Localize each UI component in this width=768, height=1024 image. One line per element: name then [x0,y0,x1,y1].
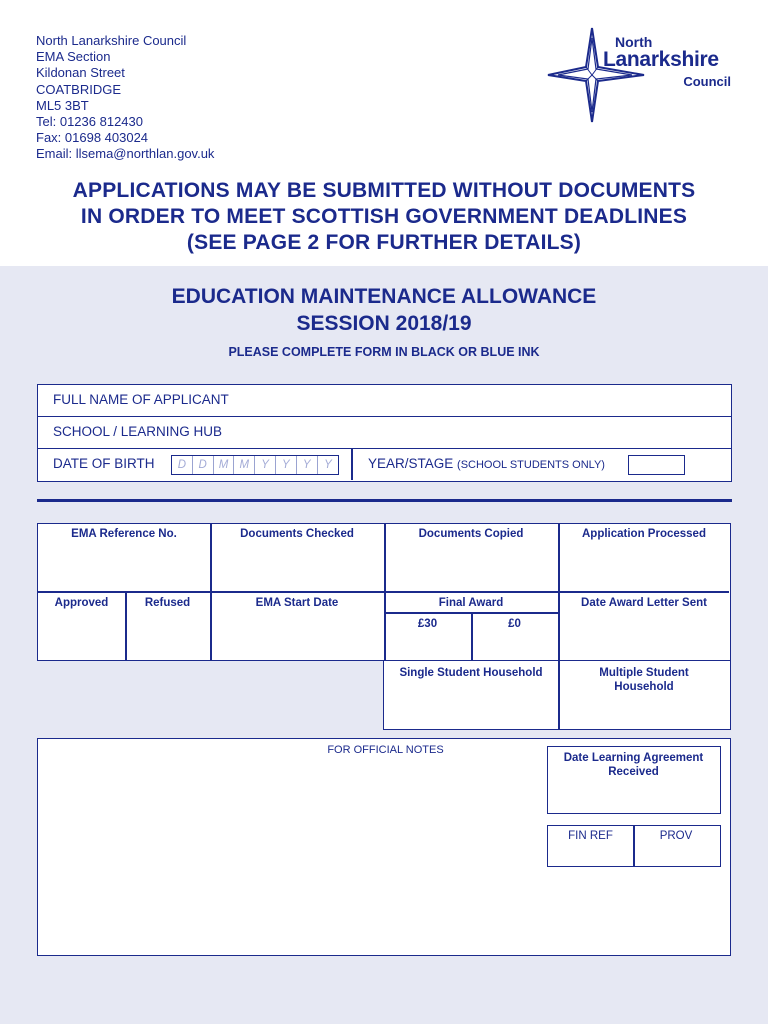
notice-line-1: APPLICATIONS MAY BE SUBMITTED WITHOUT DOCUMENTS [72,179,696,202]
dob-year-cell[interactable]: Y [324,459,332,471]
table-column-divider [558,524,560,660]
approved-cell[interactable]: Approved [54,597,109,609]
award-0-cell[interactable]: £0 [508,618,521,630]
full-name-field[interactable] [37,384,732,417]
school-label: SCHOOL / LEARNING HUB [53,424,223,439]
dob-input-cells[interactable] [171,455,339,475]
final-award-header: Final Award [438,597,504,609]
address-fax: Fax: 01698 403024 [36,130,149,146]
council-address [36,33,214,163]
address-line: COATBRIDGE [36,81,121,97]
field-divider [351,449,353,480]
section-divider [37,499,732,502]
form-title [0,283,768,337]
dob-day-cell[interactable]: D [172,456,193,474]
table-column-divider [210,524,212,660]
year-stage-label [368,456,605,471]
dob-month-cell[interactable]: M [234,456,255,474]
official-notes-box[interactable] [37,738,731,956]
learning-agreement-box[interactable] [547,746,721,814]
table-column-divider [384,524,386,660]
dob-day-cell[interactable]: D [193,456,214,474]
form-session: SESSION 2018/19 [296,312,472,335]
submission-notice [0,178,768,256]
address-email: Email: llsema@northlan.gov.uk [36,146,215,162]
fin-ref-cell[interactable]: FIN REF [568,830,613,842]
notice-line-2: IN ORDER TO MEET SCOTTISH GOVERNMENT DEADLINES [80,205,688,228]
learning-agreement-label: Date Learning Agreement Received [563,752,704,778]
address-telephone: Tel: 01236 812430 [36,114,143,130]
official-notes-label: FOR OFFICIAL NOTES [327,744,444,756]
prov-cell[interactable]: PROV [659,830,693,842]
household-table [383,660,731,730]
office-use-table [37,523,731,661]
refused-cell[interactable]: Refused [144,597,191,609]
multiple-household-cell[interactable]: Multiple Student Household [599,667,689,693]
documents-copied-cell[interactable]: Documents Copied [418,528,524,540]
address-line: Kildonan Street [36,65,125,81]
logo-word-council: Council [683,74,731,89]
dob-label: DATE OF BIRTH [53,456,155,471]
dob-month-cell[interactable]: M [214,456,235,474]
documents-checked-cell[interactable]: Documents Checked [240,528,354,540]
date-award-letter-cell[interactable]: Date Award Letter Sent [581,597,707,609]
fin-ref-prov-box [547,825,721,867]
ema-start-date-cell[interactable]: EMA Start Date [255,597,339,609]
notice-line-3: (SEE PAGE 2 FOR FURTHER DETAILS) [186,231,582,254]
dob-year-cell[interactable]: Y [297,456,318,474]
ema-reference-cell[interactable]: EMA Reference No. [71,528,177,540]
address-line: North Lanarkshire Council [36,33,187,48]
logo-word-lanarkshire: Lanarkshire [603,48,719,71]
dob-year-cell[interactable]: Y [255,456,276,474]
year-stage-input[interactable] [628,455,685,475]
full-name-label: FULL NAME OF APPLICANT [53,392,229,407]
year-stage-note: (SCHOOL STUDENTS ONLY) [457,459,605,471]
school-field[interactable] [37,416,732,449]
award-30-cell[interactable]: £30 [417,618,438,630]
single-household-cell[interactable]: Single Student Household [399,667,543,679]
ink-instruction: PLEASE COMPLETE FORM IN BLACK OR BLUE INK [228,345,540,359]
application-processed-cell[interactable]: Application Processed [582,528,706,540]
logo-word-north: North [615,34,653,50]
dob-year-cell[interactable]: Y [276,456,297,474]
address-line: ML5 3BT [36,97,89,113]
dob-year-row [37,448,732,482]
address-line: EMA Section [36,49,111,65]
year-stage-text: YEAR/STAGE [368,456,454,471]
form-title-line-1: EDUCATION MAINTENANCE ALLOWANCE [171,285,597,308]
